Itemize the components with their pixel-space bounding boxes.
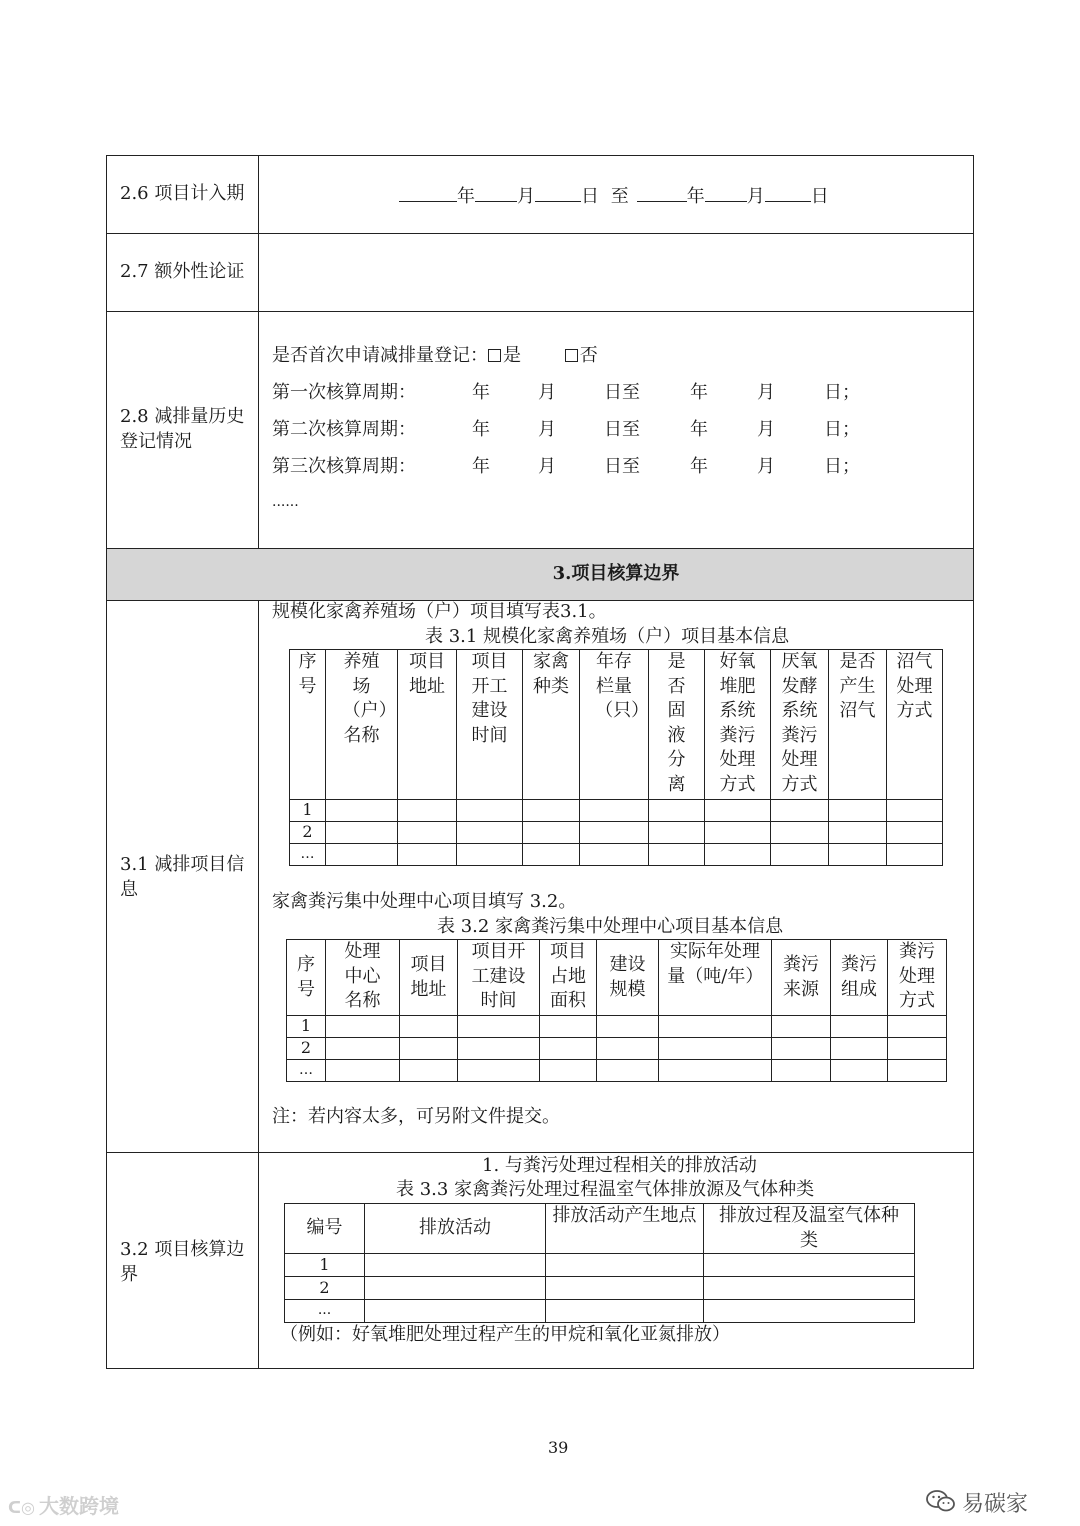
table-header-cell: 好氧堆肥系统粪污处理方式 (705, 650, 771, 800)
period-label: 第一次核算周期： (272, 382, 416, 403)
table-header-cell: 粪污组成 (831, 940, 888, 1016)
day-label: 日 (810, 186, 829, 207)
table-header-cell: 养殖场（户）名称 (326, 650, 398, 800)
table-header-cell: 实际年处理量（吨/年） (659, 940, 772, 1016)
watermark-right: 易碳家 (926, 1487, 1028, 1519)
year-label: 年 (457, 186, 475, 207)
table-header-cell: 排放过程及温室气体种类 (704, 1204, 915, 1254)
table-row: … (290, 844, 943, 866)
table-header-cell: 家禽种类 (523, 650, 580, 800)
wechat-icon (926, 1489, 956, 1519)
table-header-cell: 沼气处理方式 (887, 650, 943, 800)
month-label: 月 (517, 186, 535, 207)
table-header-cell: 处理中心名称 (326, 940, 400, 1016)
table-header-cell: 序号 (287, 940, 326, 1016)
note: 注：若内容太多，可另附文件提交。 (272, 1106, 560, 1127)
checkbox-no[interactable] (565, 349, 578, 362)
section-title: 3.项目核算边界 (552, 563, 680, 584)
table-3-1-title: 表 3.1 规模化家禽养殖场（户）项目基本信息 (425, 626, 790, 647)
intro-table-3-2: 家禽粪污集中处理中心项目填写 3.2。 (272, 891, 577, 912)
row-label-2-8: 2.8 减排量历史登记情况 (120, 406, 245, 452)
table-3-3-title: 表 3.3 家禽粪污处理过程温室气体排放源及气体种类 (396, 1179, 815, 1200)
period-label: 第二次核算周期： (272, 419, 416, 440)
table-header-cell: 编号 (285, 1204, 365, 1254)
table-row: 2 (290, 822, 943, 844)
table-row: 1 (290, 800, 943, 822)
table-header-cell: 项目地址 (398, 650, 457, 800)
row-label-2-6: 2.6 项目计入期 (120, 183, 245, 204)
checkbox-yes[interactable] (488, 349, 501, 362)
table-3-1 (289, 649, 943, 866)
example-note: （例如：好氧堆肥处理过程产生的甲烷和氧化亚氮排放） (280, 1324, 730, 1345)
brand-logo-icon: ᑕ◎ (8, 1498, 36, 1517)
ellipsis: ...... (272, 494, 299, 510)
table-header-cell: 项目占地面积 (540, 940, 597, 1016)
table-header-cell: 排放活动 (365, 1204, 546, 1254)
table-3-2 (286, 939, 947, 1082)
row-label-3-2: 3.2 项目核算边界 (120, 1239, 245, 1285)
table-3-2-title: 表 3.2 家禽粪污集中处理中心项目基本信息 (437, 916, 784, 937)
first-application-question: 是否首次申请减排量登记： 是 否 (272, 345, 598, 366)
to-label: 至 (610, 186, 629, 207)
table-header-cell: 项目开工建设时间 (457, 650, 523, 800)
table-row: 2 (287, 1038, 947, 1060)
row-label-3-1: 3.1 减排项目信息 (120, 854, 245, 900)
month-label: 月 (746, 186, 765, 207)
table-header-cell: 是否固液分离 (649, 650, 705, 800)
emission-activities-heading: 1. 与粪污处理过程相关的排放活动 (482, 1155, 757, 1176)
table-header-cell: 项目开工建设时间 (458, 940, 540, 1016)
row-label-2-7: 2.7 额外性论证 (120, 261, 245, 282)
checkbox-no-label: 否 (579, 345, 598, 366)
section-header-bg-left (107, 548, 258, 600)
table-row: … (287, 1060, 947, 1082)
table-row: 2 (285, 1277, 915, 1300)
table-header-cell: 是否产生沼气 (829, 650, 887, 800)
table-header-cell: 粪污来源 (772, 940, 831, 1016)
table-row: 1 (285, 1254, 915, 1277)
table-header-cell: 厌氧发酵系统粪污处理方式 (771, 650, 829, 800)
table-row: ... (285, 1300, 915, 1323)
checkbox-yes-label: 是 (503, 345, 521, 366)
table-header-cell: 序号 (290, 650, 326, 800)
table-header-cell: 建设规模 (597, 940, 659, 1016)
page-number: 39 (548, 1438, 569, 1457)
period-label: 第三次核算周期： (272, 456, 416, 477)
table-header-cell: 粪污处理方式 (888, 940, 947, 1016)
crediting-period-field[interactable] (399, 185, 829, 206)
table-header-cell: 排放活动产生地点 (546, 1204, 704, 1254)
intro-table-3-1: 规模化家禽养殖场（户）项目填写表3.1。 (272, 601, 607, 622)
table-header-cell: 年存栏量（只） (580, 650, 649, 800)
table-header-cell: 项目地址 (400, 940, 458, 1016)
day-label: 日 (581, 186, 599, 207)
table-3-3 (284, 1203, 915, 1323)
watermark-left: ᑕ◎ 大数跨境 (8, 1494, 120, 1518)
table-row: 1 (287, 1016, 947, 1038)
year-label: 年 (686, 186, 705, 207)
